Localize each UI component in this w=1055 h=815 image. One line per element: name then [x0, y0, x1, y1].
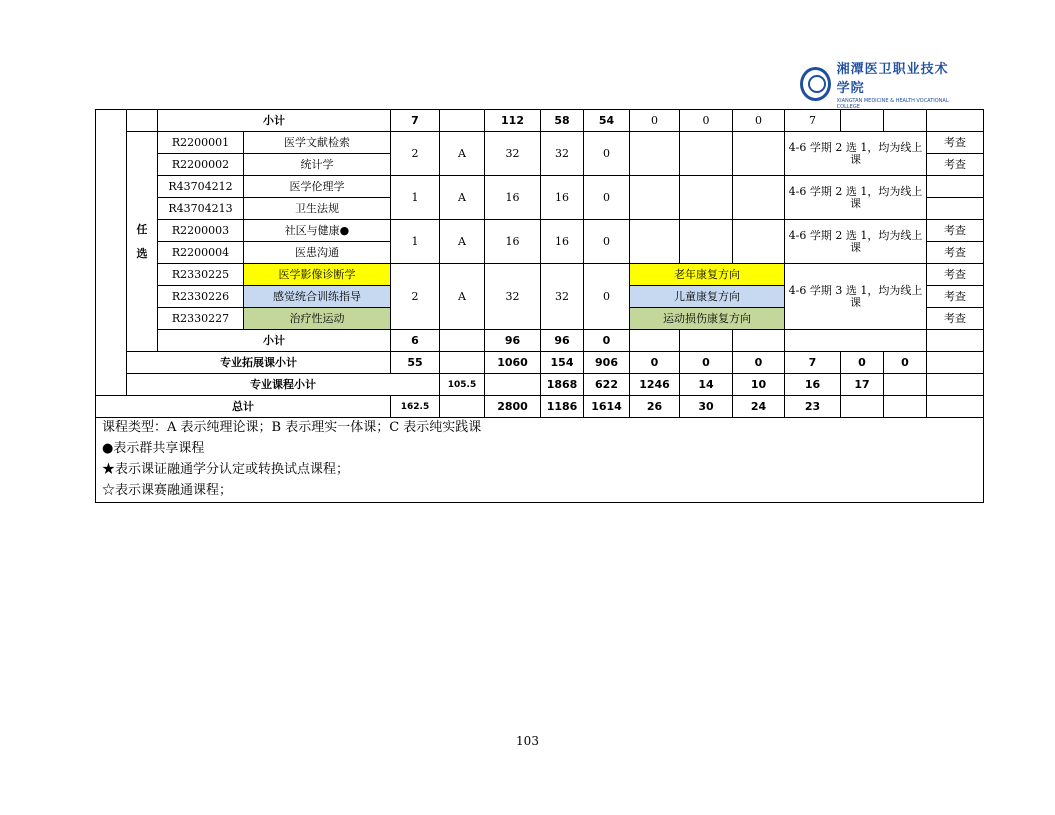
- elective-note: 4-6 学期 2 选 1，均为线上课: [785, 132, 927, 176]
- college-seal-icon: [800, 67, 831, 101]
- note-line: ●表示群共享课程: [102, 441, 205, 456]
- table-row: 小计 7 112 58 54 0 0 0 7: [96, 110, 984, 132]
- elective-group-label: 任 选: [127, 132, 158, 352]
- table-row: 专业拓展课小计 55 1060 154 906 0 0 0 7 0 0: [96, 352, 984, 374]
- note-line: ★表示课证融通学分认定或转换试点课程；: [102, 462, 350, 477]
- table-row: R43704212 医学伦理学 1 A 16 16 0 4-6 学期 2 选 1，均为线上课: [96, 176, 984, 198]
- table-row: 任 选 R2200001 医学文献检索 2 A 32 32 0 4-6 学期 2 选 1，均为线上课 考查: [96, 132, 984, 154]
- college-name-cn: 湘潭医卫职业技术学院: [836, 62, 949, 96]
- table-row: R43704213 卫生法规: [96, 198, 984, 220]
- elective-note: 4-6 学期 2 选 1，均为线上课: [785, 220, 927, 264]
- college-name-en: XIANGTAN MEDICINE & HEALTH VOCATIONAL COLLEGE: [836, 98, 949, 110]
- table-row: [96, 418, 984, 503]
- table-row: 小计 6 96 96 0: [96, 330, 984, 352]
- table-row: 总计 162.5 2800 1186 1614 26 30 24 23: [96, 396, 984, 418]
- note-line: 课程类型：A 表示纯理论课；B 表示理实一体课；C 表示纯实践课: [102, 420, 482, 435]
- table-row: R2330226 感觉统合训练指导 儿童康复方向 考查: [96, 286, 984, 308]
- elective-note: 4-6 学期 2 选 1，均为线上课: [785, 176, 927, 220]
- table-row: R2330227 治疗性运动 运动损伤康复方向 考查: [96, 308, 984, 330]
- direction-label: 老年康复方向: [630, 264, 785, 286]
- table-row: R2330225 医学影像诊断学 2 A 32 32 0 老年康复方向 4-6 学期 3 选 1，均为线上课 考查: [96, 264, 984, 286]
- subtotal-label: 小计: [158, 110, 391, 132]
- curriculum-table: [95, 109, 984, 503]
- table-row: R2200002 统计学 考查: [96, 154, 984, 176]
- page-number: 103: [516, 734, 539, 748]
- legend-notes: [96, 418, 984, 503]
- elective-note: 4-6 学期 3 选 1，均为线上课: [785, 264, 927, 330]
- table-row: 专业课程小计 105.5 1868 622 1246 14 10 16 17: [96, 374, 984, 396]
- college-logo: [800, 62, 960, 110]
- direction-label: 运动损伤康复方向: [630, 308, 785, 330]
- direction-label: 儿童康复方向: [630, 286, 785, 308]
- table-row: R2200003 社区与健康● 1 A 16 16 0 4-6 学期 2 选 1，均为线上课 考查: [96, 220, 984, 242]
- table-row: R2200004 医患沟通 考查: [96, 242, 984, 264]
- note-line: ☆表示课赛融通课程；: [102, 483, 233, 498]
